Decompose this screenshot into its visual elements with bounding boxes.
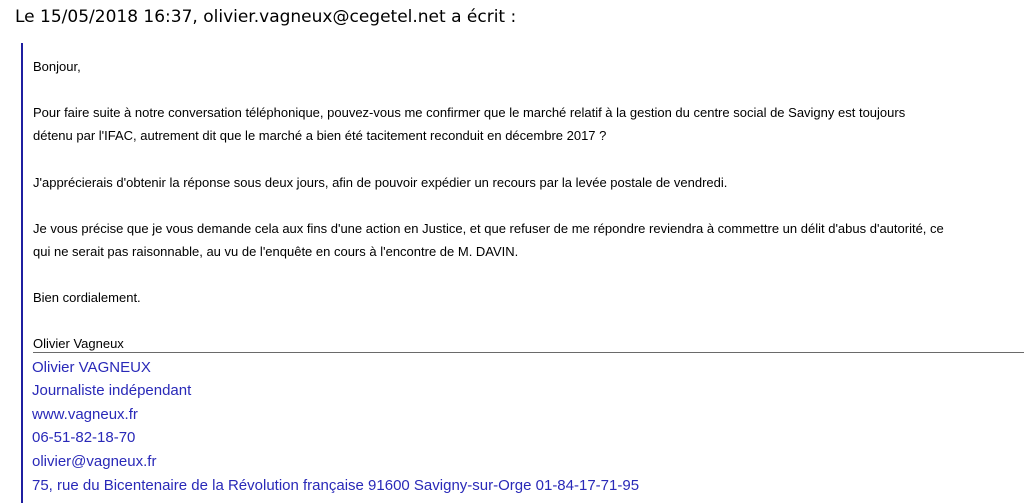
quoted-message-block (21, 43, 1024, 503)
message-closing: Bien cordialement. (33, 290, 141, 305)
signature-address: 75, rue du Bicentenaire de la Révolution française 91600 Savigny-sur-Orge 01-84-17-71-95 (32, 477, 640, 494)
signature-phone: 06-51-82-18-70 (32, 429, 136, 446)
signature-name: Olivier VAGNEUX (32, 359, 151, 376)
signature-email-link[interactable]: olivier@vagneux.fr (32, 453, 157, 470)
message-paragraph-1-line-2: détenu par l'IFAC, autrement dit que le marché a bien été tacitement reconduit en décembre 2017 ? (33, 128, 607, 143)
signature-website-link[interactable]: www.vagneux.fr (32, 406, 138, 423)
signature-title: Journaliste indépendant (32, 382, 192, 399)
message-paragraph-2: J'apprécierais d'obtenir la réponse sous deux jours, afin de pouvoir expédier un recours par la levée postale de vendredi. (33, 175, 728, 190)
message-paragraph-1-line-1: Pour faire suite à notre conversation téléphonique, pouvez-vous me confirmer que le marché relatif à la gestion du centre social de Savigny est toujours (33, 105, 906, 120)
message-paragraph-3-line-1: Je vous précise que je vous demande cela aux fins d'une action en Justice, et que refuser de me répondre reviendra à commettre un délit d'abus d'autorité, ce (33, 221, 944, 236)
quote-attribution-header: Le 15/05/2018 16:37, olivier.vagneux@cegetel.net a écrit : (15, 7, 517, 27)
message-sender-name: Olivier Vagneux (33, 336, 124, 351)
message-paragraph-3-line-2: qui ne serait pas raisonnable, au vu de l'enquête en cours à l'encontre de M. DAVIN. (33, 244, 519, 259)
signature-divider (33, 352, 1024, 353)
message-greeting: Bonjour, (33, 59, 81, 74)
